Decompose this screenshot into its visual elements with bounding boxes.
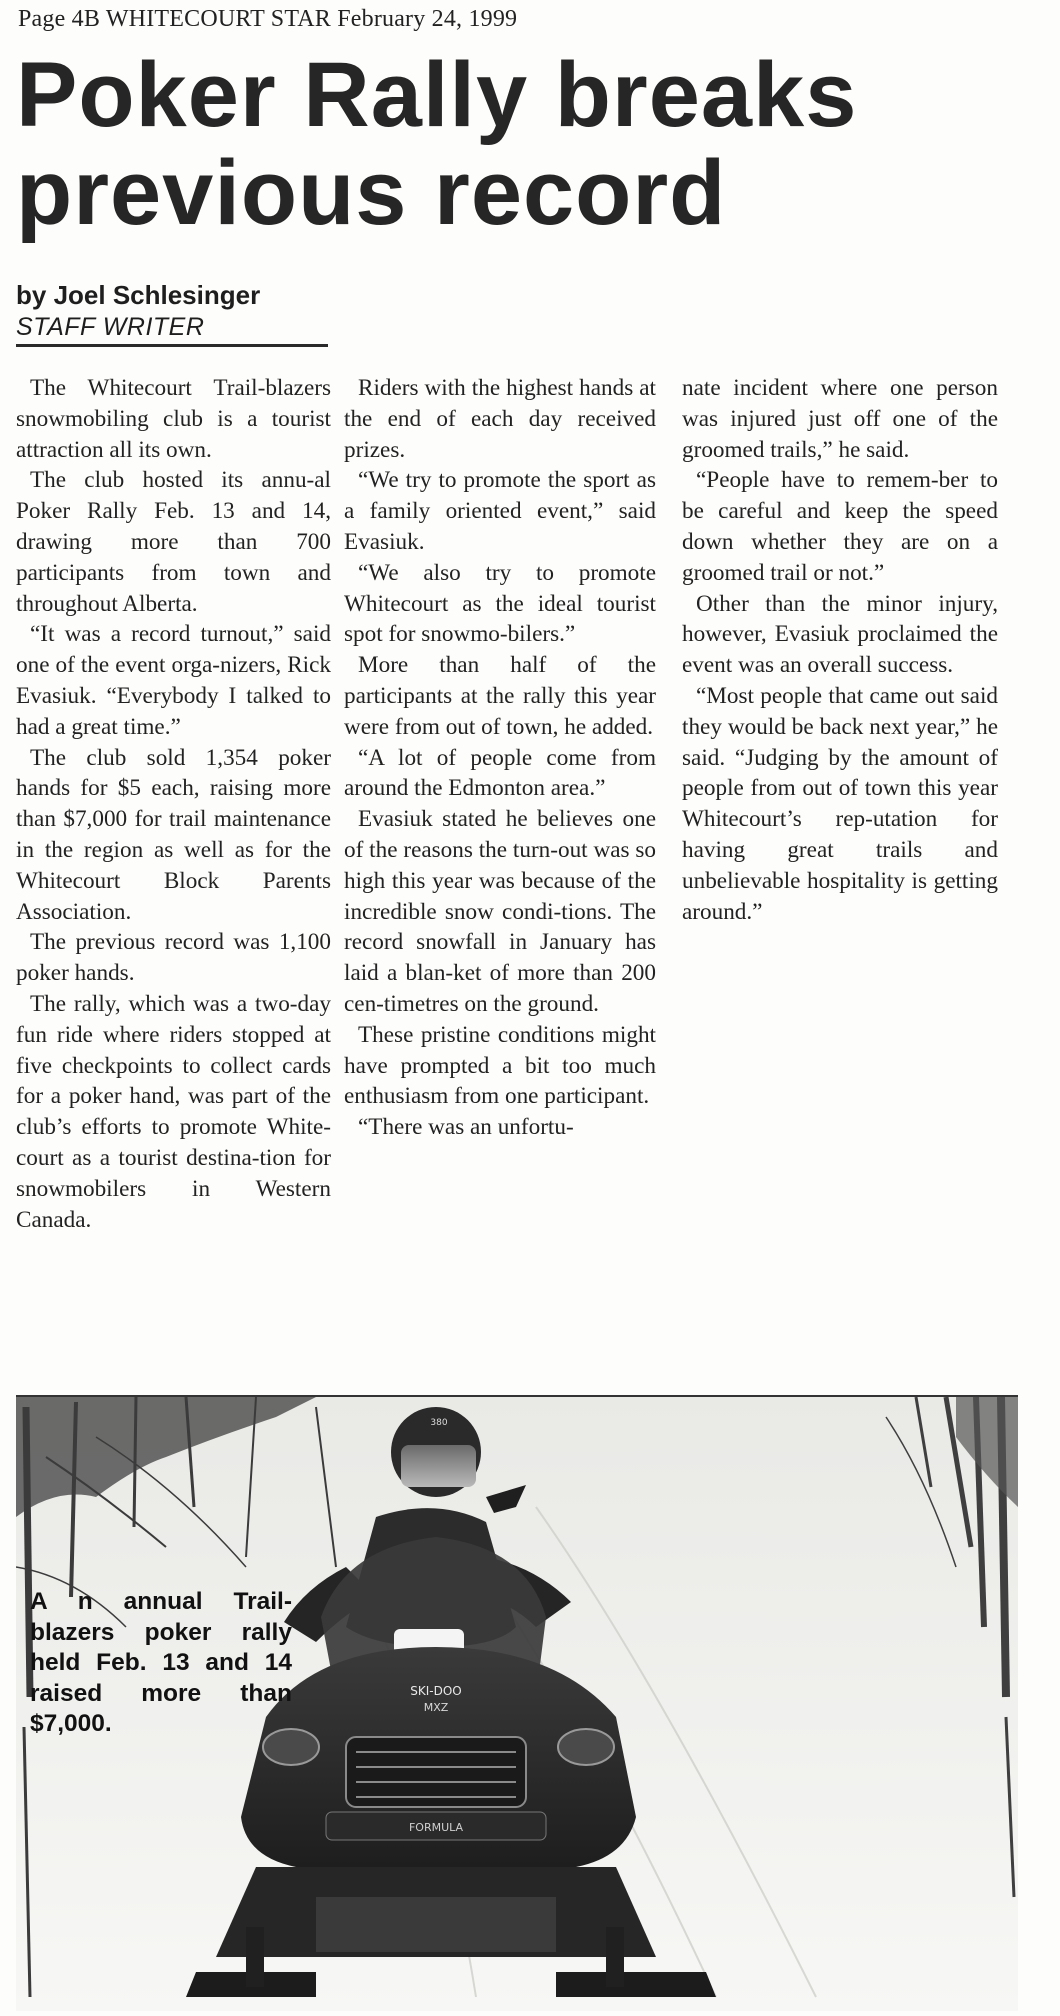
- right-ski: [556, 1972, 716, 1997]
- paragraph: The Whitecourt Trail-blazers snowmobiling club is a tourist attraction all its own.: [16, 375, 331, 463]
- paragraph: “There was an unfortu-: [358, 1114, 574, 1141]
- article-column-1: [16, 373, 331, 1235]
- article-column-3: [682, 373, 998, 927]
- photo-caption: A n annual Trail-blazers poker rally held Feb. 13 and 14 raised more than $7,000.: [30, 1588, 292, 1737]
- right-strut: [606, 1927, 624, 1987]
- byline-author: by Joel Schlesinger: [16, 280, 261, 310]
- paragraph: “It was a record turnout,” said one of the event orga-nizers, Rick Evasiuk. “Everybody I talked to had a great time.”: [16, 621, 331, 740]
- page-folio: Page 4B WHITECOURT STAR February 24, 1999: [18, 6, 518, 32]
- right-headlight: [558, 1729, 614, 1765]
- sled-bellypan: [316, 1897, 556, 1952]
- left-strut: [246, 1927, 264, 1987]
- sled-bumper-label: FORMULA: [408, 1821, 464, 1834]
- paragraph: “Most people that came out said they would be back next year,” he said. “Judging by the amount of people from out of town this year Whitecourt’s rep-utation for having great trails and unbelievable hospitality is getting around.”: [682, 682, 998, 925]
- sled-nose-label: SKI-DOO: [410, 1684, 462, 1698]
- byline-title: STAFF WRITER: [16, 313, 205, 341]
- paragraph: “A lot of people come from around the Edmonton area.”: [344, 744, 656, 802]
- sled-hood-label: MXZ: [423, 1701, 449, 1714]
- paragraph: Other than the minor injury, however, Evasiuk proclaimed the event was an overall success.: [682, 590, 998, 679]
- paragraph: “We try to promote the sport as a family oriented event,” said Evasiuk.: [344, 467, 656, 555]
- byline-rule: [16, 344, 328, 347]
- paragraph: The club sold 1,354 poker hands for $5 each, raising more than $7,000 for trail maintenance in the region as well as for the Whitecourt Block Parents Association.: [16, 744, 331, 925]
- paragraph: “We also try to promote Whitecourt as the ideal tourist spot for snowmo-bilers.”: [344, 559, 656, 648]
- paragraph: Riders with the highest hands at the end of each day received prizes.: [344, 375, 656, 463]
- paragraph: These pristine conditions might have prompted a bit too much enthusiasm from one participant.: [344, 1021, 656, 1110]
- article-column-2: [344, 373, 656, 1143]
- helmet-visor: [401, 1445, 476, 1487]
- helmet-badge: 380: [430, 1418, 448, 1428]
- paragraph: Evasiuk stated he believes one of the reasons the turn-out was so high this year was because of the incredible snow condi-tions. The record snowfall in January has laid a blan-ket of more than 200 cen-timetres on the ground.: [344, 806, 656, 1017]
- paragraph: The club hosted its annu-al Poker Rally Feb. 13 and 14, drawing more than 700 participants from town and throughout Alberta.: [16, 467, 331, 617]
- headline: Poker Rally breaks previous record: [16, 44, 858, 244]
- paragraph: More than half of the participants at the rally this year were from out of town, he added.: [344, 652, 656, 740]
- paragraph: The rally, which was a two-day fun ride where riders stopped at five checkpoints to collect cards for a poker hand, was part of the club’s efforts to promote White-court as a tourist destina-tion for snowmobilers in Western Canada.: [16, 990, 331, 1233]
- paragraph: “People have to remem-ber to be careful and keep the speed down whether they are on a groomed trail or not.”: [682, 467, 998, 586]
- paragraph: nate incident where one person was injured just off one of the groomed trails,” he said.: [682, 375, 998, 463]
- sled-grille: [346, 1737, 526, 1807]
- paragraph: The previous record was 1,100 poker hands.: [16, 929, 331, 987]
